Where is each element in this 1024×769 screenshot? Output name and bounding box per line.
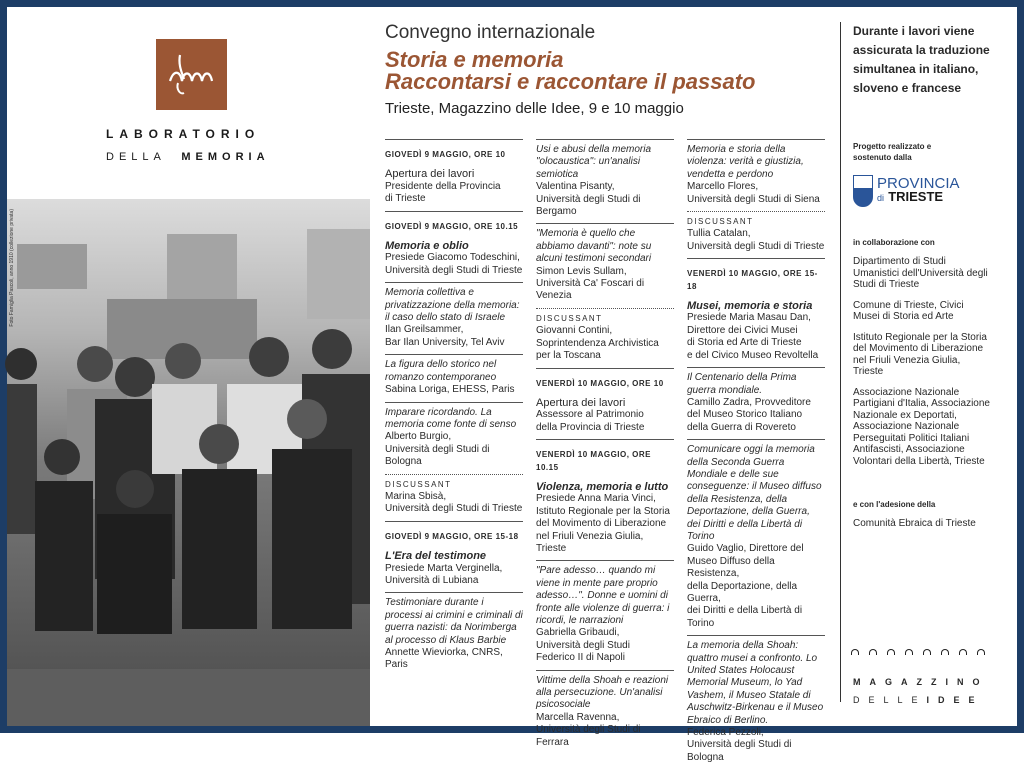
session-title: Apertura dei lavori <box>536 396 626 409</box>
speaker-line: Tullia Catalan, <box>687 228 751 240</box>
conference-title-line1: Storia e memoria <box>385 47 564 72</box>
speaker-line: Alberto Burgio, <box>385 431 452 443</box>
talk-block <box>385 282 523 354</box>
session-time: GIOVEDÌ 9 MAGGIO, ORE 15-18 <box>385 531 519 541</box>
speaker-line: Presiede Marta Verginella, <box>385 562 503 574</box>
talk-block <box>687 139 825 211</box>
session-block <box>385 211 523 283</box>
talk-block <box>687 635 825 769</box>
talk-block <box>536 560 674 669</box>
conference-place-date: Trieste, Magazzino delle Idee, 9 e 10 maggio <box>385 100 684 117</box>
talk-block <box>687 439 825 635</box>
project-label: Progetto realizzato e sostenuto dalla <box>853 142 932 162</box>
session-block <box>536 368 674 440</box>
photo-credit: Foto Famiglia Pascoli, anno 1910 (collezione privata) <box>9 209 15 327</box>
adhesion-org: Comunità Ebraica di Trieste <box>853 518 976 529</box>
talk-block <box>385 402 523 474</box>
conference-title-line2: Raccontarsi e raccontare il passato <box>385 69 756 94</box>
speaker-line: Federico II di Napoli <box>536 652 625 664</box>
speaker-line: Università degli Studi di Bologna <box>687 739 792 763</box>
speaker-line: Guido Vaglio, Direttore del <box>687 543 804 555</box>
talk-block <box>687 367 825 439</box>
speaker-line: Ilan Greilsammer, <box>385 324 464 336</box>
talk-title: "Pare adesso… quando mi viene in mente pare proprio adesso…". Donne e uomini di fronte alle violenze di guerra: i ricordi, le narrazioni <box>536 565 670 626</box>
collaboration-label: in collaborazione con <box>853 238 935 247</box>
partner-item: Istituto Regionale per la Storia del Movimento di Liberazione nel Friuli Venezia Giulia, Trieste <box>853 331 987 377</box>
speaker-line: Presiede Anna Maria Vinci, <box>536 493 656 505</box>
speaker-line: Marina Sbisà, <box>385 490 447 502</box>
speaker-line: del Movimento di Liberazione <box>536 518 667 530</box>
discussant-label: DISCUSSANT <box>536 313 603 323</box>
talk-title: Memoria collettiva e privatizzazione della memoria: il caso dello stato di Israele <box>385 287 520 324</box>
talk-title: Comunicare oggi la memoria della Seconda Guerra Mondiale e delle sue conseguenze: il Museo diffuso della Resistenza, della Deportazione, della Guerra, dei Diritti e della Libertà di Torino <box>687 444 822 542</box>
talk-title: "Memoria è quello che abbiamo davanti": note su alcuni testimoni secondari <box>536 228 652 265</box>
session-block <box>385 521 523 593</box>
speaker-line: Assessore al Patrimonio <box>536 409 644 421</box>
talk-title: La memoria della Shoah: quattro musei a confronto. Lo United States Holocaust Memorial Museum, lo Yad Vashem, il Museo Statale di Auschwitz-Birkenau e il Museo Ebraico di Berlino. <box>687 640 824 726</box>
session-block <box>385 139 523 211</box>
talk-block <box>385 592 523 676</box>
speaker-line: Camillo Zadra, Provveditore <box>687 396 811 408</box>
speaker-line: Annette Wieviorka, CNRS, Paris <box>385 647 503 671</box>
discussant-label: DISCUSSANT <box>385 479 452 489</box>
speaker-line: Bar Ilan University, Tel Aviv <box>385 336 505 348</box>
speaker-line: per la Toscana <box>536 350 601 362</box>
speaker-line: Museo Diffuso della Resistenza, <box>687 555 775 580</box>
speaker-line: Università degli Studi <box>536 639 630 651</box>
speaker-line: Valentina Pisanty, <box>536 181 615 193</box>
speaker-line: di Trieste <box>385 193 426 205</box>
session-title: Violenza, memoria e lutto <box>536 480 669 493</box>
speaker-line: della Deportazione, della Guerra, <box>687 580 798 604</box>
talk-block <box>536 670 674 754</box>
speaker-line: Università Ca' Foscari di Venezia <box>536 278 645 302</box>
speaker-line: Università degli Studi di Trieste <box>687 240 825 252</box>
speaker-line: Università degli Studi di Siena <box>687 193 820 205</box>
provincia-di: di <box>877 193 885 203</box>
historic-family-photo <box>7 199 370 726</box>
provincia-name: PROVINCIA <box>877 175 960 192</box>
logo-line1: LABORATORIO <box>106 127 261 141</box>
column-divider <box>840 22 841 702</box>
provincia-shield-icon <box>853 175 873 207</box>
magazzino-line1: MAGAZZINO <box>853 677 989 687</box>
session-time: VENERDÌ 10 MAGGIO, ORE 10 <box>536 378 664 388</box>
provincia-logo <box>853 175 960 207</box>
speaker-line: Giovanni Contini, <box>536 325 613 337</box>
session-title: L'Era del testimone <box>385 550 487 563</box>
photo-illustration <box>7 199 370 726</box>
speaker-line: Federica Pezzoli, <box>687 727 764 739</box>
speaker-line: Università degli Studi di Trieste <box>385 503 523 515</box>
logo-line2: DELLA MEMORIA <box>106 151 270 163</box>
discussant-block <box>385 474 523 521</box>
logo-mark-icon <box>164 49 220 101</box>
session-title: Apertura dei lavori <box>385 168 475 181</box>
speaker-line: Gabriella Gribaudi, <box>536 627 620 639</box>
speaker-line: del Museo Storico Italiano <box>687 409 803 421</box>
speaker-line: Marcello Flores, <box>687 181 759 193</box>
conference-subtitle: Convegno internazionale <box>385 22 596 43</box>
session-time: VENERDÌ 10 MAGGIO, ORE 15-18 <box>687 269 818 291</box>
session-title: Musei, memoria e storia <box>687 300 813 313</box>
speaker-line: della Provincia di Trieste <box>536 421 645 433</box>
magazzino-icons <box>851 649 985 655</box>
session-time: GIOVEDÌ 9 MAGGIO, ORE 10.15 <box>385 221 519 231</box>
talk-block <box>385 354 523 401</box>
speaker-line: Sabina Loriga, EHESS, Paris <box>385 384 515 396</box>
discussant-block <box>687 211 825 258</box>
speaker-line: nel Friuli Venezia Giulia, Trieste <box>536 530 644 554</box>
speaker-line: della Guerra di Rovereto <box>687 421 796 433</box>
adhesion-label: e con l'adesione della <box>853 500 936 509</box>
speaker-line: Università degli Studi di Trieste <box>385 264 523 276</box>
speaker-line: Presiede Maria Masau Dan, <box>687 312 811 324</box>
speaker-line: Presiede Giacomo Todeschini, <box>385 252 520 264</box>
speaker-line: Università degli Studi di Ferrara <box>536 724 641 748</box>
partners-list <box>853 256 993 476</box>
program-column-2 <box>536 139 674 754</box>
talk-title: Il Centenario della Prima guerra mondiale. <box>687 372 797 396</box>
translation-note: Durante i lavori viene assicurata la traduzione simultanea in italiano, sloveno e francese <box>853 24 990 95</box>
talk-title: Imparare ricordando. La memoria come fonte di senso <box>385 406 517 430</box>
session-time: GIOVEDÌ 9 MAGGIO, ORE 10 <box>385 150 506 159</box>
talk-title: Memoria e storia della violenza: verità e giustizia, vendetta e perdono <box>687 144 804 180</box>
partner-item: Comune di Trieste, Civici Musei di Storia ed Arte <box>853 299 964 322</box>
session-block <box>687 258 825 367</box>
discussant-block <box>536 308 674 368</box>
program-column-1 <box>385 139 523 677</box>
speaker-line: Presidente della Provincia <box>385 180 501 192</box>
partner-item: Associazione Nazionale Partigiani d'Italia, Associazione Nazionale ex Deportati, Associazione Nazionale Perseguitati Politici Italiani Antifascisti, Associazione Volontari della Libertà, Trieste <box>853 386 990 467</box>
talk-title: La figura dello storico nel romanzo contemporaneo <box>385 359 497 383</box>
speaker-line: Università degli Studi di Bergamo <box>536 193 641 218</box>
partner-item: Dipartimento di Studi Umanistici dell'Università degli Studi di Trieste <box>853 256 988 290</box>
speaker-line: di Storia ed Arte di Trieste <box>687 337 802 349</box>
talk-block <box>536 223 674 307</box>
session-block <box>536 439 674 560</box>
discussant-label: DISCUSSANT <box>687 217 754 227</box>
speaker-line: Simon Levis Sullam, <box>536 265 627 277</box>
speaker-line: e del Civico Museo Revoltella <box>687 349 819 361</box>
session-title: Memoria e oblio <box>385 240 469 253</box>
speaker-line: Marcella Ravenna, <box>536 711 620 723</box>
speaker-line: dei Diritti e della Libertà di Torino <box>687 605 803 629</box>
speaker-line: Istituto Regionale per la Storia <box>536 505 670 517</box>
program-column-3 <box>687 139 825 769</box>
talk-title: Testimoniare durante i processi ai crimini e criminali di guerra nazisti: da Norimberga al processo di Klaus Barbie <box>385 597 523 646</box>
laboratorio-logo <box>156 39 227 110</box>
speaker-line: Università degli Studi di Bologna <box>385 443 490 468</box>
session-time: VENERDÌ 10 MAGGIO, ORE 10.15 <box>536 450 652 472</box>
talk-title: Vittime della Shoah e reazioni alla persecuzione. Un'analisi psicosociale <box>536 674 669 711</box>
speaker-line: Università di Lubiana <box>385 574 479 586</box>
talk-title: Usi e abusi della memoria "olocaustica": un'analisi semiotica <box>536 144 652 180</box>
provincia-trieste: TRIESTE <box>888 189 944 204</box>
speaker-line: Soprintendenza Archivistica <box>536 337 659 349</box>
magazzino-line2: DELLEIDEE <box>853 695 984 705</box>
speaker-line: Direttore dei Civici Musei <box>687 324 798 336</box>
talk-block <box>536 139 674 223</box>
